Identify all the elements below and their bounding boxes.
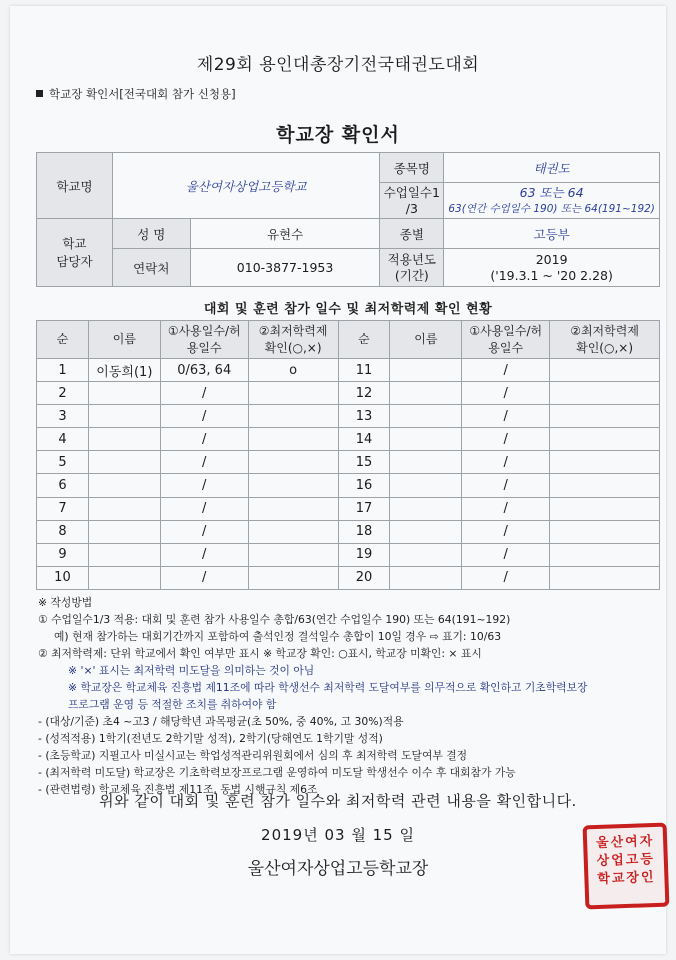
note-item-2-a: ※ '×' 표시는 최저학력 미도달을 의미하는 것이 아님: [68, 664, 315, 677]
col-name-right: 이름: [390, 321, 462, 359]
school-person-label-line1: 학교: [62, 235, 87, 251]
used-days: /: [462, 451, 550, 474]
class-days-label: [380, 183, 444, 219]
name-value: 유현수: [190, 219, 380, 249]
attendance-header-row: [37, 321, 660, 359]
status-title: 대회 및 훈련 참가 일수 및 최저학력제 확인 현황: [203, 302, 493, 317]
contact-label: 연락처: [112, 249, 190, 287]
name-label: 성 명: [112, 219, 190, 249]
student-name: [390, 520, 462, 543]
min-academic-check: [248, 543, 338, 566]
official-seal-stamp: [583, 823, 670, 910]
notes-heading: ※ 작성방법: [38, 596, 93, 609]
min-academic-check: [550, 474, 660, 497]
class-days-value-line2: 63(연간 수업일수 190) 또는 64(191~192): [448, 202, 655, 215]
school-person-label: [37, 219, 113, 287]
row-number: 3: [37, 405, 89, 428]
student-name: 이동희(1): [88, 359, 160, 382]
note-item-2: ② 최저학력제: 단위 학교에서 확인 여부만 표시 ※ 학교장 확인: ○표시, 학교장 미확인: × 표시: [38, 647, 482, 660]
row-number: 16: [338, 474, 390, 497]
min-academic-check: [248, 451, 338, 474]
col-min-right-line2: 확인(○,×): [576, 340, 633, 355]
used-days: /: [160, 520, 248, 543]
note-item-2-b2: 프로그램 운영 등 적절한 조치를 취하여야 함: [68, 698, 277, 711]
col-days-line2: 용일수: [186, 340, 222, 355]
table-row: [37, 382, 660, 405]
min-academic-check: [248, 497, 338, 520]
min-academic-check: [550, 497, 660, 520]
col-min-line1: ②최저학력제: [258, 323, 328, 338]
row-number: 11: [338, 359, 390, 382]
student-name: [390, 405, 462, 428]
row-number: 20: [338, 566, 390, 589]
table-row: [37, 359, 660, 382]
table-row: [37, 474, 660, 497]
row-number: 17: [338, 497, 390, 520]
event-title: 제29회 용인대총장기전국태권도대회: [196, 55, 480, 75]
row-number: 4: [37, 428, 89, 451]
min-academic-check: [248, 566, 338, 589]
class-days-value-line1: 63 또는 64: [519, 184, 584, 200]
table-row: [37, 520, 660, 543]
form-label-text: 학교장 확인서[전국대회 참가 신청용]: [49, 87, 236, 101]
square-bullet-icon: [36, 90, 43, 97]
student-name: [390, 497, 462, 520]
student-name: [390, 566, 462, 589]
table-row: [37, 566, 660, 589]
student-name: [390, 382, 462, 405]
student-name: [390, 428, 462, 451]
row-number: 12: [338, 382, 390, 405]
class-days-value: [444, 183, 660, 219]
contact-value: 010-3877-1953: [190, 249, 380, 287]
used-days: /: [160, 543, 248, 566]
used-days: /: [462, 428, 550, 451]
row-number: 18: [338, 520, 390, 543]
row-number: 15: [338, 451, 390, 474]
min-academic-check: [248, 405, 338, 428]
used-days: /: [462, 520, 550, 543]
table-row: [37, 543, 660, 566]
seal-line-1: 울산여자: [595, 834, 655, 852]
col-name: 이름: [88, 321, 160, 359]
col-days: [160, 321, 248, 359]
min-academic-check: [550, 382, 660, 405]
min-academic-check: o: [248, 359, 338, 382]
student-name: [88, 543, 160, 566]
used-days: /: [462, 497, 550, 520]
used-days: /: [160, 474, 248, 497]
row-number: 9: [37, 543, 89, 566]
year-value-line2: ('19.3.1 ~ '20 2.28): [490, 267, 613, 283]
student-name: [390, 474, 462, 497]
note-detail-5: - (관련법령) 학교체육 진흥법 제11조, 동법 시행규칙 제6조: [38, 783, 318, 796]
category-label: 종별: [380, 219, 444, 249]
used-days: /: [462, 543, 550, 566]
row-number: 13: [338, 405, 390, 428]
used-days: /: [462, 359, 550, 382]
col-days-right-line1: ①사용일수/허: [469, 323, 543, 338]
min-academic-check: [550, 405, 660, 428]
writing-instructions: [38, 594, 658, 798]
min-academic-check: [550, 451, 660, 474]
student-name: [88, 382, 160, 405]
document-title: 학교장 확인서: [276, 124, 400, 146]
used-days: /: [160, 451, 248, 474]
used-days: /: [160, 566, 248, 589]
col-min-right-line1: ②최저학력제: [570, 323, 639, 338]
student-name: [88, 428, 160, 451]
used-days: /: [462, 566, 550, 589]
note-detail-1: - (대상/기준) 초4 ~고3 / 해당학년 과목평균(초 50%, 중 40%, 고 30%)적용: [38, 715, 404, 728]
col-days-line1: ①사용일수/허: [167, 323, 241, 338]
issue-date: 2019년 03 월 15 일: [261, 826, 415, 844]
seal-line-3: 학교장인: [597, 869, 656, 888]
min-academic-check: [550, 543, 660, 566]
used-days: /: [160, 382, 248, 405]
student-name: [88, 451, 160, 474]
note-detail-2: - (성적적용) 1학기(전년도 2학기말 성적), 2학기(당해연도 1학기말 성적): [38, 732, 383, 745]
row-number: 19: [338, 543, 390, 566]
event-type-label: 종목명: [380, 153, 444, 183]
min-academic-check: [248, 428, 338, 451]
year-value-line1: 2019: [535, 251, 568, 267]
table-row: [37, 451, 660, 474]
min-academic-check: [248, 474, 338, 497]
school-info-table: [36, 152, 660, 287]
student-name: [88, 497, 160, 520]
student-name: [390, 359, 462, 382]
note-item-1: ① 수업일수1/3 적용: 대회 및 훈련 참가 사용일수 총합/63(연간 수업일수 190) 또는 64(191~192): [38, 613, 511, 626]
school-person-label-line2: 담당자: [56, 253, 93, 269]
year-label: [380, 249, 444, 287]
form-label: [36, 86, 236, 102]
used-days: /: [462, 474, 550, 497]
category-value: 고등부: [444, 219, 660, 249]
used-days: /: [462, 405, 550, 428]
note-item-1-example: 예) 현재 참가하는 대회기간까지 포함하여 출석인정 결석일수 총합이 10일 경우 ⇨ 표기: 10/63: [54, 630, 502, 643]
col-days-right: [462, 321, 550, 359]
seal-line-2: 상업고등: [596, 851, 656, 870]
note-detail-3: - (초등학교) 지필고사 미실시교는 학업성적관리위원회에서 심의 후 최저학력 도달여부 결정: [38, 749, 468, 762]
year-value: [444, 249, 660, 287]
class-days-label-line1: 수업일수1: [383, 184, 440, 200]
note-item-2-b1: ※ 학교장은 학교체육 진흥법 제11조에 따라 학생선수 최저학력 도달여부를 의무적으로 확인하고 기초학력보장: [68, 681, 588, 694]
school-name-value: 울산여자상업고등학교: [112, 153, 380, 219]
row-number: 1: [37, 359, 89, 382]
col-min-line2: 확인(○,×): [264, 340, 322, 355]
row-number: 8: [37, 520, 89, 543]
student-name: [390, 543, 462, 566]
col-no-right: 순: [338, 321, 390, 359]
min-academic-check: [550, 359, 660, 382]
document-page: [10, 6, 666, 954]
table-row: [37, 405, 660, 428]
min-academic-check: [550, 566, 660, 589]
min-academic-check: [248, 520, 338, 543]
table-row: [37, 428, 660, 451]
class-days-label-line2: /3: [405, 200, 418, 216]
used-days: /: [160, 428, 248, 451]
used-days: /: [160, 405, 248, 428]
row-number: 7: [37, 497, 89, 520]
school-name-label: 학교명: [37, 153, 113, 219]
table-row: [37, 497, 660, 520]
event-type-value: 태권도: [444, 153, 660, 183]
row-number: 5: [37, 451, 89, 474]
row-number: 10: [37, 566, 89, 589]
student-name: [88, 566, 160, 589]
col-no: 순: [37, 321, 89, 359]
student-name: [88, 474, 160, 497]
min-academic-check: [550, 520, 660, 543]
student-name: [88, 520, 160, 543]
student-name: [390, 451, 462, 474]
col-min-right: [550, 321, 660, 359]
used-days: /: [160, 497, 248, 520]
student-name: [88, 405, 160, 428]
row-number: 14: [338, 428, 390, 451]
used-days: 0/63, 64: [160, 359, 248, 382]
used-days: /: [462, 382, 550, 405]
principal-signature: 울산여자상업고등학교장: [247, 859, 429, 879]
confirmation-statement: 위와 같이 대회 및 훈련 참가 일수와 최저학력 관련 내용을 확인합니다.: [99, 792, 577, 810]
row-number: 6: [37, 474, 89, 497]
col-days-right-line2: 용일수: [488, 340, 524, 355]
note-detail-4: - (최저학력 미도달) 학교장은 기초학력보장프로그램 운영하여 미도달 학생선수 이수 후 대회참가 가능: [38, 766, 516, 779]
attendance-table: [36, 320, 660, 590]
year-label-line1: 적용년도: [387, 251, 436, 267]
col-min: [248, 321, 338, 359]
min-academic-check: [248, 382, 338, 405]
min-academic-check: [550, 428, 660, 451]
row-number: 2: [37, 382, 89, 405]
year-label-line2: (기간): [394, 267, 429, 283]
